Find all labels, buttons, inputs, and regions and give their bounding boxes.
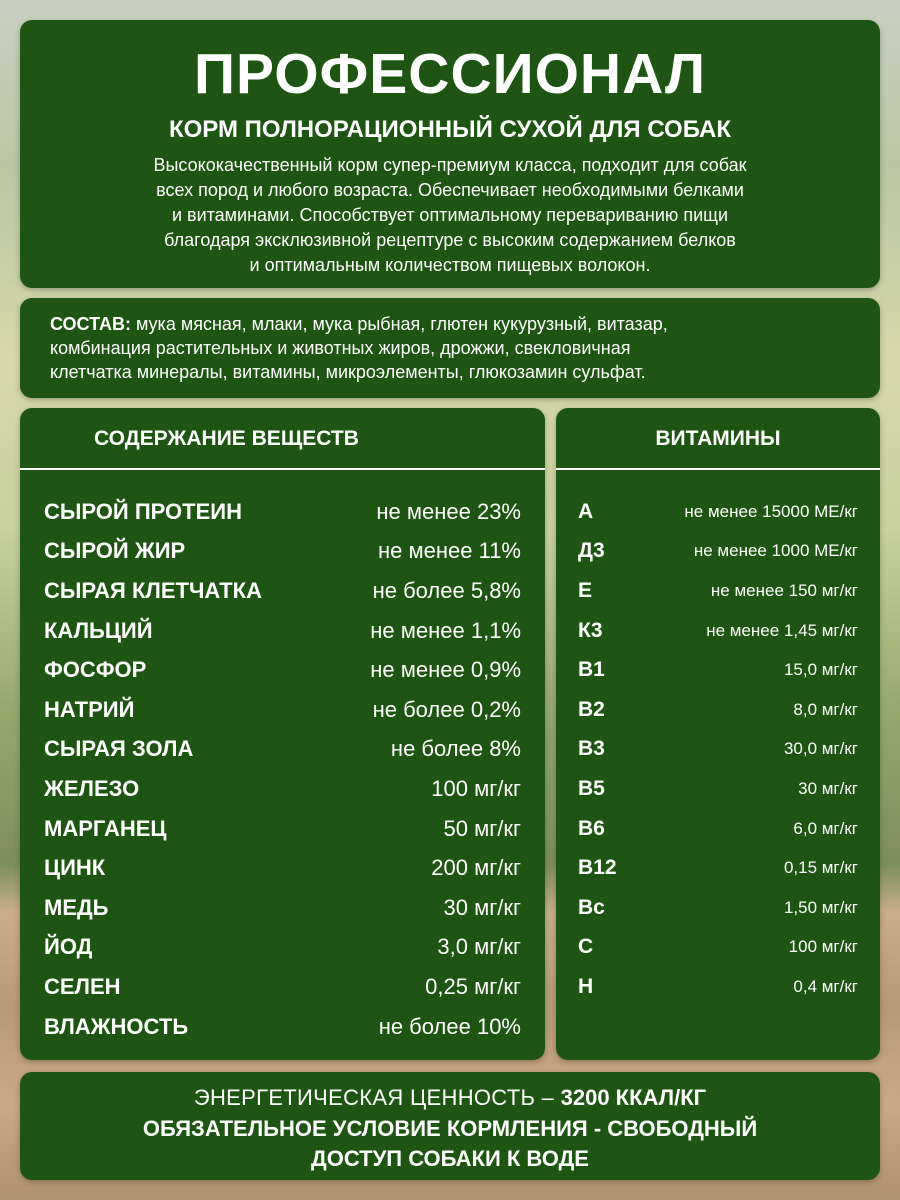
nutrient-name: МЕДЬ	[44, 894, 109, 920]
nutrient-value: не более 10%	[378, 1013, 521, 1039]
nutrient-name: МАРГАНЕЦ	[44, 815, 167, 841]
feeding-condition	[20, 1114, 880, 1174]
nutrient-value: 50 мг/кг	[443, 815, 521, 841]
vitamin-value: не менее 1000 МЕ/кг	[693, 541, 858, 561]
composition-line: клетчатка минералы, витамины, микроэлементы, глюкозамин сульфат.	[50, 362, 646, 382]
condition-line: ДОСТУП СОБАКИ К ВОДЕ	[311, 1146, 589, 1171]
vitamin-name: В6	[578, 816, 605, 840]
composition-label: СОСТАВ:	[50, 314, 131, 334]
vitamin-name: В1	[578, 658, 605, 682]
vitamin-row	[578, 888, 858, 928]
composition-line: комбинация растительных и животных жиров, дрожжи, свекловичная	[50, 338, 631, 358]
nutrient-value: 3,0 мг/кг	[437, 934, 521, 960]
nutrients-list	[44, 492, 521, 1046]
nutrient-name: СЫРАЯ КЛЕТЧАТКА	[44, 577, 262, 603]
nutrients-panel	[20, 408, 545, 1060]
product-subtitle: КОРМ ПОЛНОРАЦИОННЫЙ СУХОЙ ДЛЯ СОБАК	[168, 116, 732, 143]
nutrient-name: СЕЛЕН	[44, 973, 121, 999]
description-line: благодаря эксклюзивной рецептуре с высоким содержанием белков	[164, 230, 736, 250]
nutrient-row	[44, 690, 521, 730]
nutrient-value: не менее 1,1%	[370, 617, 521, 643]
nutrient-name: СЫРОЙ ЖИР	[44, 538, 186, 564]
vitamin-value: 30 мг/кг	[798, 778, 858, 798]
nutrient-name: ЦИНК	[44, 855, 106, 881]
vitamin-name: В2	[578, 697, 605, 721]
vitamin-row	[578, 967, 858, 1007]
composition-line: мука мясная, млаки, мука рыбная, глютен кукурузный, витазар,	[130, 314, 668, 334]
description-line: и витаминами. Способствует оптимальному перевариванию пищи	[171, 205, 729, 225]
vitamin-value: 0,4 мг/кг	[793, 976, 858, 996]
vitamin-row	[578, 492, 858, 532]
vitamin-row	[578, 571, 858, 611]
nutrient-row	[44, 888, 521, 928]
vitamin-name: А	[578, 499, 594, 523]
nutrient-value: 200 мг/кг	[431, 855, 521, 881]
nutrient-value: 100 мг/кг	[431, 775, 521, 801]
vitamin-value: 6,0 мг/кг	[793, 818, 858, 838]
vitamin-value: не менее 150 мг/кг	[710, 580, 858, 600]
nutrient-value: 0,25 мг/кг	[425, 973, 521, 999]
vitamins-panel	[556, 408, 880, 1060]
vitamin-row	[578, 611, 858, 651]
nutrient-row	[44, 611, 521, 651]
nutrient-name: ЖЕЛЕЗО	[44, 775, 140, 801]
nutrient-name: ЙОД	[44, 934, 93, 960]
vitamin-value: 15,0 мг/кг	[783, 660, 858, 680]
nutrient-value: не более 0,2%	[372, 696, 521, 722]
vitamin-row	[578, 928, 858, 968]
vitamin-name: Н	[578, 974, 594, 998]
nutrient-name: ФОСФОР	[44, 657, 147, 683]
vitamin-value: 1,50 мг/кг	[783, 897, 858, 917]
nutrient-row	[44, 730, 521, 770]
vitamin-name: Вс	[578, 895, 605, 919]
vitamin-name: Д3	[578, 539, 605, 563]
vitamins-heading: ВИТАМИНЫ	[556, 408, 880, 470]
vitamin-name: С	[578, 935, 594, 959]
energy-label: ЭНЕРГЕТИЧЕСКАЯ ЦЕННОСТЬ –	[193, 1085, 561, 1110]
nutrient-value: не менее 0,9%	[370, 657, 521, 683]
nutrient-value: не менее 23%	[376, 498, 521, 524]
nutrient-value: не более 5,8%	[372, 577, 521, 603]
description-line: и оптимальным количеством пищевых волокон.	[249, 255, 651, 275]
energy-line	[20, 1084, 880, 1112]
vitamin-row	[578, 769, 858, 809]
vitamin-value: 30,0 мг/кг	[783, 739, 858, 759]
nutrient-name: СЫРОЙ ПРОТЕИН	[44, 498, 242, 524]
vitamin-row	[578, 690, 858, 730]
composition-panel	[20, 298, 880, 398]
vitamin-value: 100 мг/кг	[788, 937, 858, 957]
footer-panel	[20, 1072, 880, 1180]
nutrient-name: СЫРАЯ ЗОЛА	[44, 736, 194, 762]
vitamin-row	[578, 532, 858, 572]
nutrients-heading: СОДЕРЖАНИЕ ВЕЩЕСТВ	[20, 408, 545, 470]
nutrient-name: НАТРИЙ	[44, 696, 135, 722]
nutrient-row	[44, 492, 521, 532]
product-description	[54, 153, 846, 278]
vitamin-row	[578, 809, 858, 849]
composition-text	[20, 298, 880, 384]
nutrient-name: ВЛАЖНОСТЬ	[44, 1013, 189, 1039]
product-title: ПРОФЕССИОНАЛ	[194, 42, 706, 106]
vitamin-name: В3	[578, 737, 605, 761]
vitamin-value: не менее 1,45 мг/кг	[706, 620, 858, 640]
nutrient-row	[44, 532, 521, 572]
condition-line: ОБЯЗАТЕЛЬНОЕ УСЛОВИЕ КОРМЛЕНИЯ - СВОБОДНЫЙ	[142, 1116, 758, 1141]
nutrient-value: не более 8%	[390, 736, 521, 762]
nutrient-row	[44, 928, 521, 968]
vitamin-name: Е	[578, 578, 593, 602]
nutrient-row	[44, 1007, 521, 1047]
vitamin-value: не менее 15000 МЕ/кг	[684, 501, 858, 521]
vitamin-row	[578, 650, 858, 690]
nutrient-row	[44, 769, 521, 809]
nutrient-name: КАЛЬЦИЙ	[44, 617, 153, 643]
vitamin-value: 0,15 мг/кг	[783, 858, 858, 878]
nutrient-value: не менее 11%	[378, 538, 521, 564]
description-line: Высококачественный корм супер-премиум класса, подходит для собак	[153, 155, 747, 175]
vitamin-name: В5	[578, 776, 605, 800]
vitamin-name: К3	[578, 618, 603, 642]
vitamin-row	[578, 730, 858, 770]
vitamins-list	[578, 492, 858, 1007]
nutrient-row	[44, 571, 521, 611]
nutrient-row	[44, 967, 521, 1007]
vitamin-row	[578, 848, 858, 888]
header-panel	[20, 20, 880, 288]
nutrient-row	[44, 809, 521, 849]
vitamin-name: В12	[578, 856, 617, 880]
description-line: всех пород и любого возраста. Обеспечивает необходимыми белками	[156, 180, 744, 200]
vitamin-value: 8,0 мг/кг	[793, 699, 858, 719]
nutrient-row	[44, 650, 521, 690]
nutrient-row	[44, 848, 521, 888]
nutrient-value: 30 мг/кг	[443, 894, 521, 920]
energy-value: 3200 ККАЛ/КГ	[560, 1085, 707, 1110]
